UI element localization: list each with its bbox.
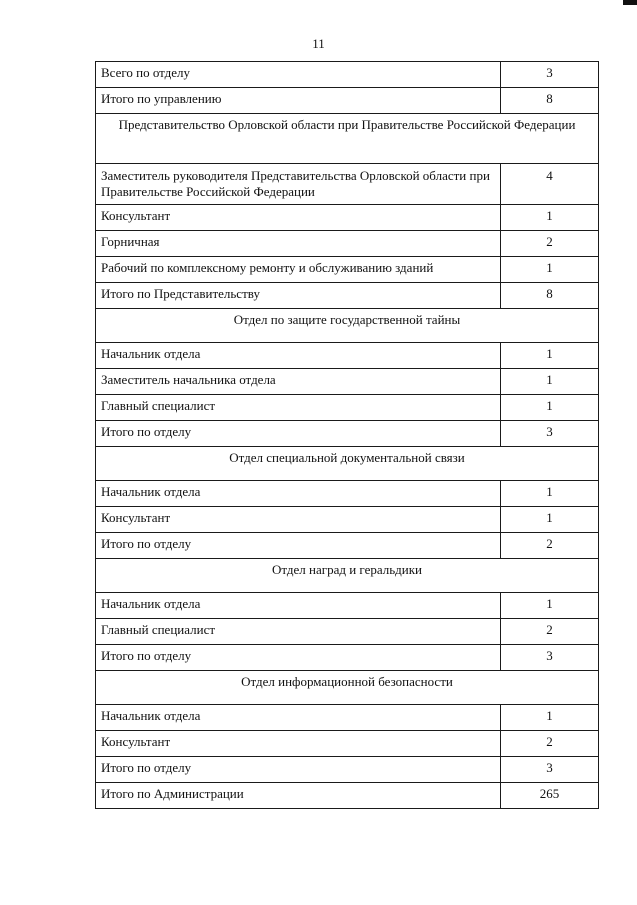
staffing-table-body <box>96 62 599 809</box>
staff-count: 8 <box>501 88 599 114</box>
staff-count: 3 <box>501 421 599 447</box>
section-header-row <box>96 671 599 705</box>
position-title: Заместитель начальника отдела <box>96 369 501 395</box>
table-row <box>96 62 599 88</box>
table-row <box>96 593 599 619</box>
staff-count: 4 <box>501 164 599 205</box>
staff-count: 1 <box>501 481 599 507</box>
table-row <box>96 481 599 507</box>
table-row <box>96 257 599 283</box>
staff-count: 1 <box>501 343 599 369</box>
staff-count: 1 <box>501 705 599 731</box>
section-title: Отдел наград и геральдики <box>96 559 599 593</box>
staffing-table <box>95 61 599 809</box>
position-title: Консультант <box>96 507 501 533</box>
staff-count: 265 <box>501 783 599 809</box>
table-row <box>96 421 599 447</box>
staff-count: 1 <box>501 257 599 283</box>
staff-count: 8 <box>501 283 599 309</box>
section-title: Отдел информационной безопасности <box>96 671 599 705</box>
staff-count: 3 <box>501 62 599 88</box>
section-title: Отдел по защите государственной тайны <box>96 309 599 343</box>
section-title: Представительство Орловской области при Правительстве Российской Федерации <box>96 114 599 164</box>
page-number: 11 <box>312 36 325 51</box>
position-title: Итого по Администрации <box>96 783 501 809</box>
position-title: Главный специалист <box>96 395 501 421</box>
section-header-row <box>96 114 599 164</box>
staff-count: 1 <box>501 507 599 533</box>
table-row <box>96 395 599 421</box>
table-row <box>96 533 599 559</box>
table-row <box>96 783 599 809</box>
position-title: Итого по отделу <box>96 533 501 559</box>
table-row <box>96 164 599 205</box>
position-title: Главный специалист <box>96 619 501 645</box>
staff-count: 3 <box>501 757 599 783</box>
position-title: Начальник отдела <box>96 481 501 507</box>
position-title: Рабочий по комплексному ремонту и обслуживанию зданий <box>96 257 501 283</box>
position-title: Итого по отделу <box>96 421 501 447</box>
table-row <box>96 757 599 783</box>
table-row <box>96 205 599 231</box>
table-row <box>96 705 599 731</box>
table-row <box>96 231 599 257</box>
table-row <box>96 619 599 645</box>
position-title: Итого по отделу <box>96 757 501 783</box>
position-title: Итого по отделу <box>96 645 501 671</box>
table-row <box>96 507 599 533</box>
staff-count: 1 <box>501 593 599 619</box>
position-title: Заместитель руководителя Представительства Орловской области при Правительстве Российской Федерации <box>96 164 501 205</box>
position-title: Начальник отдела <box>96 705 501 731</box>
position-title: Горничная <box>96 231 501 257</box>
position-title: Итого по Представительству <box>96 283 501 309</box>
table-row <box>96 645 599 671</box>
staff-count: 2 <box>501 731 599 757</box>
position-title: Начальник отдела <box>96 593 501 619</box>
staff-count: 1 <box>501 395 599 421</box>
position-title: Консультант <box>96 731 501 757</box>
position-title: Консультант <box>96 205 501 231</box>
table-row <box>96 343 599 369</box>
section-title: Отдел специальной документальной связи <box>96 447 599 481</box>
section-header-row <box>96 447 599 481</box>
section-header-row <box>96 559 599 593</box>
table-row <box>96 731 599 757</box>
section-header-row <box>96 309 599 343</box>
staff-count: 1 <box>501 369 599 395</box>
staff-count: 1 <box>501 205 599 231</box>
position-title: Итого по управлению <box>96 88 501 114</box>
position-title: Начальник отдела <box>96 343 501 369</box>
scan-corner-mark <box>623 0 637 5</box>
table-row <box>96 369 599 395</box>
staff-count: 2 <box>501 231 599 257</box>
table-row <box>96 88 599 114</box>
staff-count: 3 <box>501 645 599 671</box>
position-title: Всего по отделу <box>96 62 501 88</box>
staff-count: 2 <box>501 533 599 559</box>
staff-count: 2 <box>501 619 599 645</box>
table-row <box>96 283 599 309</box>
